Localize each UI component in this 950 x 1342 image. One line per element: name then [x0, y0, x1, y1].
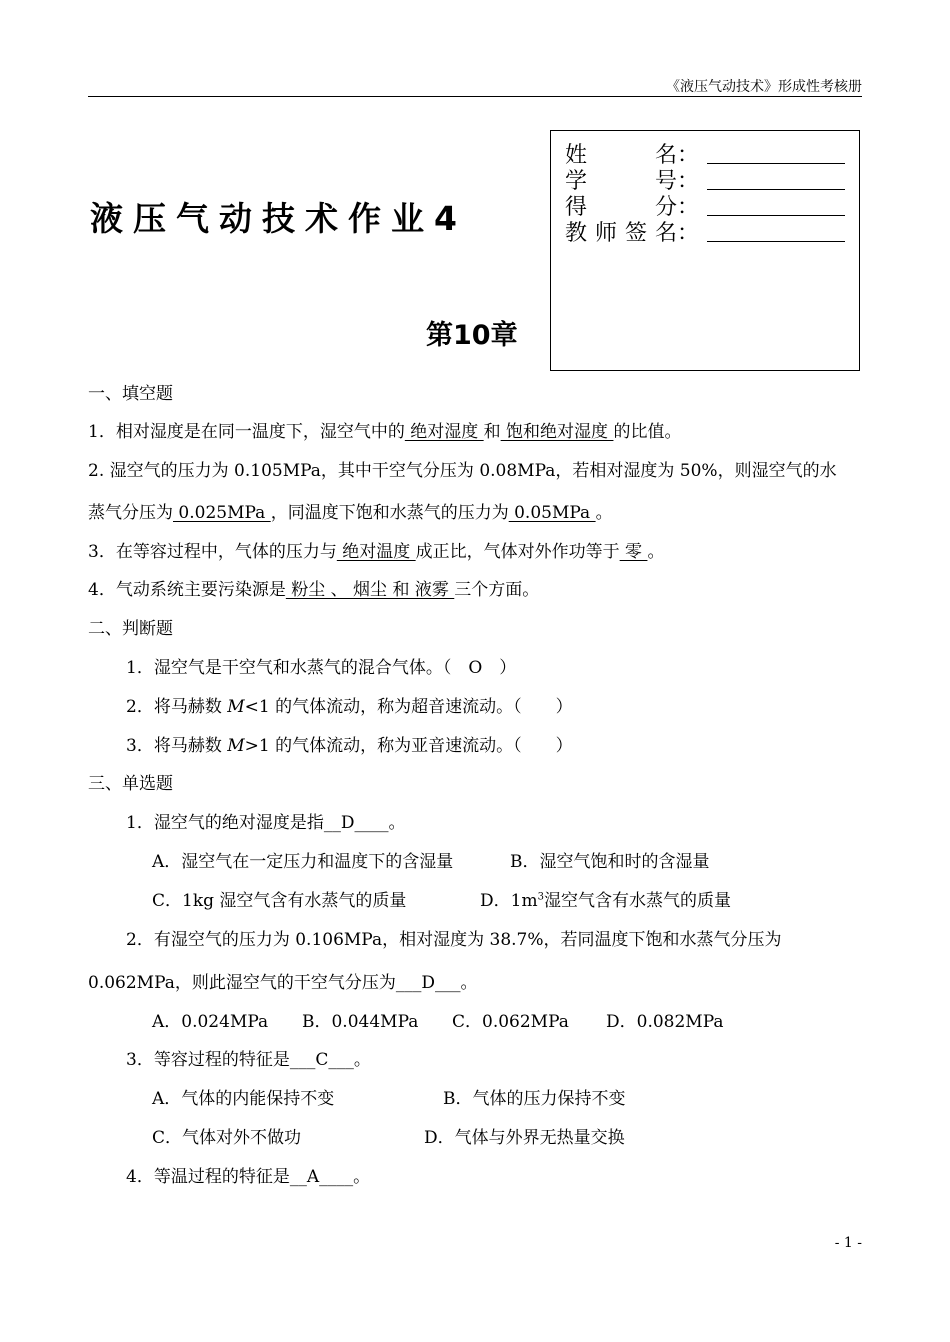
- choice-2-option-a: A．0.024MPa: [152, 1012, 269, 1032]
- section-heading-judge: 二、判断题: [88, 619, 173, 639]
- fill-answer: 0.025MPa: [173, 503, 271, 523]
- fill-question-2-line-1: 2. 湿空气的压力为 0.105MPa，其中干空气分压为 0.08MPa，若相对湿度为 50%，则湿空气的水: [88, 461, 837, 481]
- fill-question-4: 4．气动系统主要污染源是 粉尘 、 烟尘 和 液雾 三个方面。: [88, 580, 540, 600]
- page-number: - 1 -: [834, 1235, 862, 1251]
- teacher-signature-label: 教师签名: [565, 221, 677, 246]
- chapter-heading: 第10章: [426, 320, 518, 351]
- document-title: 液压气动技术作业4: [90, 199, 467, 238]
- choice-3-option-d: D．气体与外界无热量交换: [424, 1128, 625, 1148]
- choice-2-option-c: C．0.062MPa: [452, 1012, 569, 1032]
- teacher-signature-blank-line[interactable]: [707, 241, 845, 242]
- section-heading-fill: 一、填空题: [88, 384, 173, 404]
- choice-3-option-b: B．气体的压力保持不变: [443, 1089, 626, 1109]
- judge-question-1: 1．湿空气是干空气和水蒸气的混合气体。（ O ）: [126, 658, 517, 678]
- page-header: 《液压气动技术》形成性考核册: [666, 79, 862, 95]
- teacher-signature-row: 教师签名：: [565, 221, 691, 247]
- name-blank-line[interactable]: [707, 163, 845, 164]
- choice-1-option-d: D．$1m^3$湿空气含有水蒸气的质量: [480, 891, 731, 911]
- section-heading-choice: 三、单选题: [88, 774, 173, 794]
- judge-question-3: 3．将马赫数 M>1 的气体流动，称为亚音速流动。（ ）: [126, 736, 573, 756]
- header-divider: [88, 96, 862, 97]
- choice-3-option-a: A．气体的内能保持不变: [152, 1089, 335, 1109]
- fill-answer: 零: [619, 542, 648, 562]
- student-id-label: 学 号: [565, 169, 677, 194]
- judge-question-2: 2．将马赫数 M<1 的气体流动，称为超音速流动。（ ）: [126, 697, 573, 717]
- name-row: 姓 名：: [565, 143, 691, 169]
- score-row: 得 分：: [565, 195, 691, 221]
- choice-answer: ___C___: [289, 1050, 354, 1070]
- choice-question-4: 4．等温过程的特征是__A____。: [126, 1167, 371, 1187]
- choice-1-option-a: A．湿空气在一定压力和温度下的含湿量: [152, 852, 454, 872]
- choice-answer: __D____: [323, 813, 389, 833]
- choice-1-option-c: C．1kg 湿空气含有水蒸气的质量: [152, 891, 407, 911]
- fill-answer: 饱和绝对湿度: [500, 422, 614, 442]
- choice-2-option-d: D．0.082MPa: [606, 1012, 724, 1032]
- score-blank-line[interactable]: [707, 215, 845, 216]
- fill-answer: 绝对温度: [336, 542, 416, 562]
- student-info-box: [550, 130, 860, 371]
- choice-question-1: 1．湿空气的绝对湿度是指__D____。: [126, 813, 406, 833]
- fill-question-3: 3．在等容过程中，气体的压力与 绝对温度 成正比，气体对外作功等于 零 。: [88, 542, 665, 562]
- student-id-row: 学 号：: [565, 169, 691, 195]
- fill-question-1: 1．相对湿度是在同一温度下，湿空气中的 绝对湿度 和 饱和绝对湿度 的比值。: [88, 422, 682, 442]
- choice-question-2-line-1: 2．有湿空气的压力为 0.106MPa，相对湿度为 38.7%，若同温度下饱和水蒸气分压为: [126, 930, 782, 950]
- choice-answer: __A____: [289, 1167, 354, 1187]
- name-label: 姓 名: [565, 143, 677, 168]
- fill-question-2-line-2: 蒸气分压为 0.025MPa ，同温度下饱和水蒸气的压力为 0.05MPa 。: [88, 503, 613, 523]
- student-id-blank-line[interactable]: [707, 189, 845, 190]
- fill-answer: 粉尘 、 烟尘 和 液雾: [285, 580, 455, 600]
- fill-answer: 0.05MPa: [508, 503, 596, 523]
- choice-2-option-b: B．0.044MPa: [302, 1012, 419, 1032]
- choice-question-2-line-2: 0.062MPa，则此湿空气的干空气分压为___D___。: [88, 973, 478, 993]
- choice-3-option-c: C．气体对外不做功: [152, 1128, 302, 1148]
- fill-answer: 绝对湿度: [404, 422, 484, 442]
- choice-1-option-b: B．湿空气饱和时的含湿量: [510, 852, 710, 872]
- score-label: 得 分: [565, 195, 677, 220]
- choice-answer: ___D___: [395, 973, 461, 993]
- choice-question-3: 3．等容过程的特征是___C___。: [126, 1050, 371, 1070]
